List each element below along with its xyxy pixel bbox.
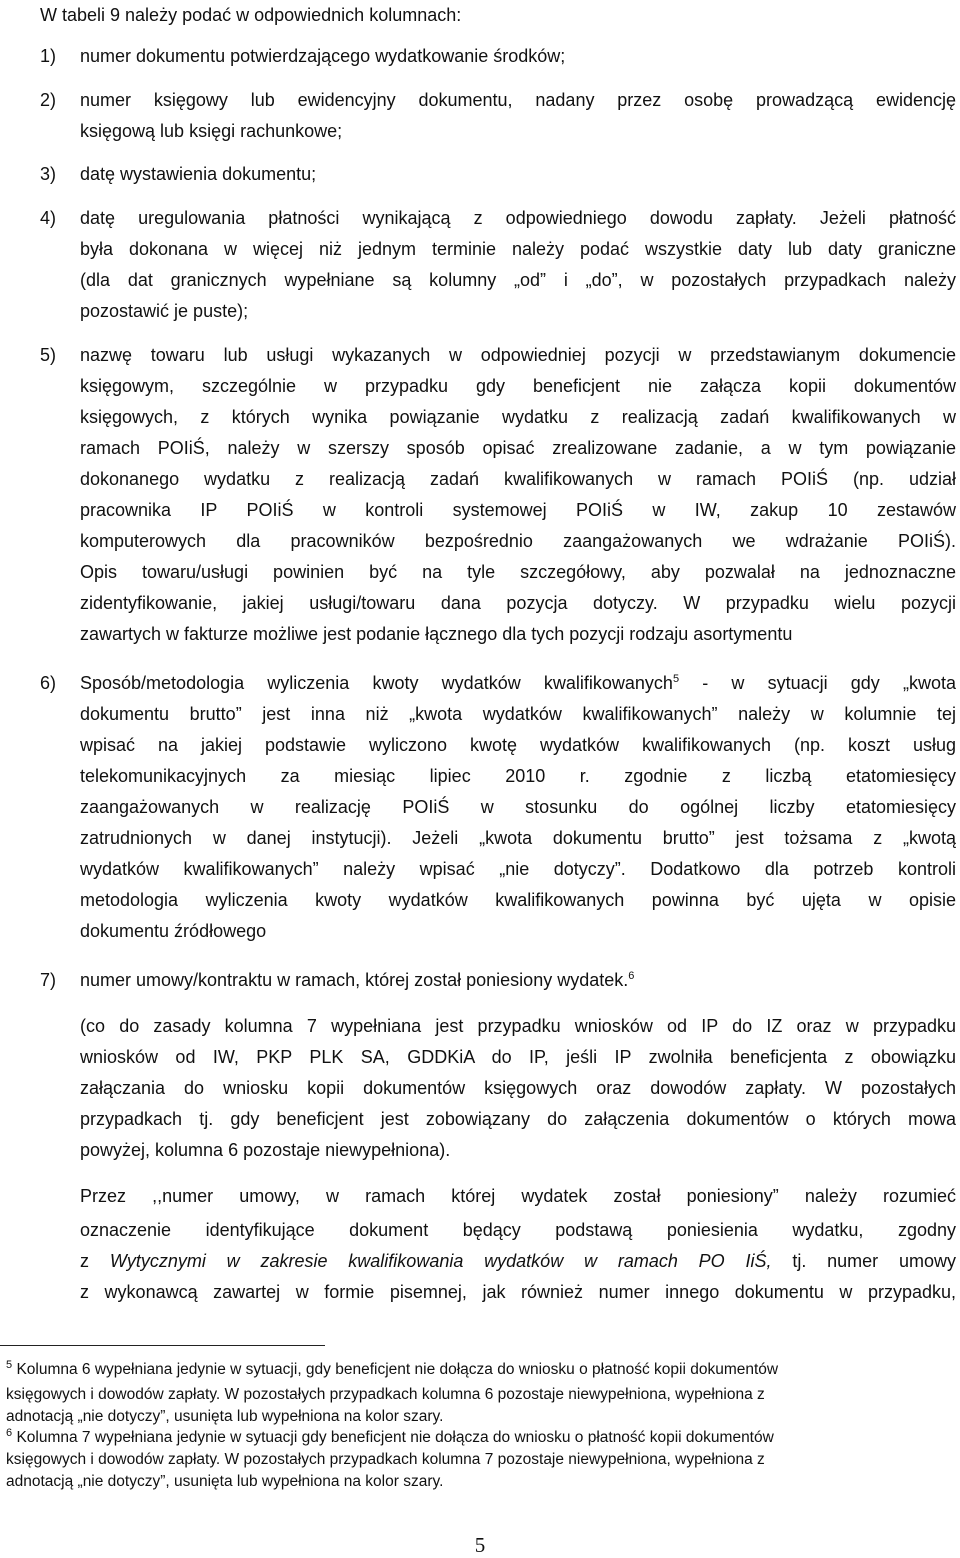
item-text: pracownika IP POIiŚ w kontroli systemowej POIiŚ w IW, zakup 10 zestawów — [80, 500, 956, 520]
page-number: 5 — [474, 1533, 486, 1557]
paragraph-line: z wykonawcą zawartej w formie pisemnej, jak również numer innego dokumentu w przypadku, — [80, 1282, 956, 1302]
paragraph-segment: tj. numer umowy — [771, 1251, 956, 1271]
item-number: 3) — [40, 164, 57, 184]
footnote-line: księgowych i dowodów zapłaty. W pozostałych przypadkach kolumna 7 pozostaje niewypełniona, wypełniona z — [6, 1451, 765, 1468]
guidelines-title: Wytycznymi w zakresie kwalifikowania wydatków w ramach PO IiŚ, — [109, 1251, 772, 1271]
item-text: dokumentu brutto” jest inna niż „kwota wydatków kwalifikowanych” należy w kolumnie tej — [80, 704, 956, 724]
item-text: zawartych w fakturze możliwe jest podanie łącznego dla tych pozycji rodzaju asortymentu — [80, 624, 793, 644]
intro-text: W tabeli 9 należy podać w odpowiednich kolumnach: — [40, 5, 462, 25]
footnote-line: księgowych i dowodów zapłaty. W pozostałych przypadkach kolumna 6 pozostaje niewypełniona, wypełniona z — [6, 1386, 765, 1403]
footnote-line: adnotacją „nie dotyczy”, usunięta lub wypełniona na kolor szary. — [6, 1408, 444, 1425]
item-text: zatrudnionych w danej instytucji). Jeżeli „kwota dokumentu brutto” jest tożsama z „kwotą — [80, 828, 956, 848]
paragraph-line: wniosków od IW, PKP PLK SA, GDDKiA do IP, jeśli IP zwolniła beneficjenta z obowiązku — [80, 1047, 956, 1067]
item-text: Opis towaru/usługi powinien być na tyle szczegółowy, aby pozwalał na jednoznaczne — [80, 562, 956, 582]
item-text: zidentyfikowanie, jakiej usługi/towaru dana pozycja dotyczy. W przypadku wielu pozycji — [80, 593, 956, 613]
item-text: numer dokumentu potwierdzającego wydatkowanie środków; — [80, 46, 566, 66]
footnote-line: adnotacją „nie dotyczy”, usunięta lub wypełniona na kolor szary. — [6, 1473, 444, 1490]
item-number: 2) — [40, 90, 57, 110]
item-text: (dla dat granicznych wypełniane są kolumny „od” i „do”, w pozostałych przypadkach należy — [80, 270, 956, 290]
footnote-ref[interactable]: 5 — [672, 673, 680, 685]
item-text: księgową lub księgi rachunkowe; — [80, 121, 343, 141]
item-text: księgowych, z których wynika powiązanie wydatku z realizacją zadań kwalifikowanych w — [80, 407, 956, 427]
item-text: telekomunikacyjnych za miesiąc lipiec 2010 r. zgodnie z liczbą etatomiesięcy — [80, 766, 956, 786]
item-text: dokumentu źródłowego — [80, 921, 267, 941]
item-text: zaangażowanych w realizację POIiŚ w stosunku do ogólnej liczby etatomiesięcy — [80, 797, 956, 817]
footnote — [6, 1360, 778, 1379]
item-number: 1) — [40, 46, 57, 66]
item-text: pozostawić je puste); — [80, 301, 249, 321]
item-text: datę uregulowania płatności wynikającą z odpowiedniego dowodu zapłaty. Jeżeli płatność — [80, 208, 956, 228]
footnote-ref[interactable]: 6 — [628, 970, 635, 982]
footnote-number: 6 — [6, 1426, 13, 1439]
item-text: ramach POIiŚ, należy w szerszy sposób opisać zrealizowane zadanie, a w tym powiązanie — [80, 438, 956, 458]
footnote-separator — [0, 1345, 325, 1346]
paragraph-line: powyżej, kolumna 6 pozostaje niewypełniona). — [80, 1140, 451, 1160]
item-text: dokonanego wydatku z realizacją zadań kwalifikowanych w ramach POIiŚ (np. udział — [80, 469, 956, 489]
item-text: wpisać na jakiej podstawie wyliczono kwotę wydatków kwalifikowanych (np. koszt usług — [80, 735, 956, 755]
item-text: datę wystawienia dokumentu; — [80, 164, 317, 184]
paragraph-segment: z — [80, 1251, 110, 1271]
paragraph-line: (co do zasady kolumna 7 wypełniana jest przypadku wniosków od IP do IZ oraz w przypadku — [80, 1016, 956, 1036]
item-text: księgowym, szczególnie w przypadku gdy beneficjent nie załącza kopii dokumentów — [80, 376, 956, 396]
item-number: 7) — [40, 970, 57, 990]
item-text: numer księgowy lub ewidencyjny dokumentu, nadany przez osobę prowadzącą ewidencję — [80, 90, 956, 110]
item-number: 5) — [40, 345, 57, 365]
item-text: wydatków kwalifikowanych” należy wpisać „nie dotyczy”. Dodatkowo dla potrzeb kontroli — [80, 859, 956, 879]
item-text-segment: Sposób/metodologia wyliczenia kwoty wydatków kwalifikowanych — [80, 673, 673, 693]
footnote-text: Kolumna 6 wypełniana jedynie w sytuacji, gdy beneficjent nie dołącza do wniosku o płatność kopii dokumentów — [16, 1361, 779, 1378]
paragraph-line — [80, 1246, 956, 1277]
item-text-segment: numer umowy/kontraktu w ramach, której został poniesiony wydatek. — [80, 970, 629, 990]
item-number: 6) — [40, 673, 57, 693]
item-text: komputerowych dla pracowników bezpośrednio zaangażowanych we wdrażanie POIiŚ). — [80, 531, 956, 551]
paragraph-line: przypadkach tj. gdy beneficjent jest zobowiązany do załączenia dokumentów o których mowa — [80, 1109, 956, 1129]
item-text — [80, 965, 956, 996]
item-text — [80, 668, 956, 699]
paragraph-line: Przez ,,numer umowy, w ramach której wydatek został poniesiony” należy rozumieć — [80, 1186, 956, 1206]
item-number: 4) — [40, 208, 57, 228]
paragraph-line: załączania do wniosku kopii dokumentów księgowych oraz dowodów zapłaty. W pozostałych — [80, 1078, 956, 1098]
footnote-number: 5 — [6, 1358, 13, 1371]
item-text: nazwę towaru lub usługi wykazanych w odpowiedniej pozycji w przedstawianym dokumencie — [80, 345, 956, 365]
item-text: była dokonana w więcej niż jednym terminie należy podać wszystkie daty lub daty graniczne — [80, 239, 956, 259]
footnote-text: Kolumna 7 wypełniana jedynie w sytuacji gdy beneficjent nie dołącza do wniosku o płatność kopii dokumentów — [16, 1429, 774, 1446]
item-text: metodologia wyliczenia kwoty wydatków kwalifikowanych powinna być ujęta w opisie — [80, 890, 956, 910]
footnote — [6, 1428, 774, 1447]
paragraph-line: oznaczenie identyfikujące dokument będący podstawą poniesienia wydatku, zgodny — [80, 1220, 956, 1240]
item-text-segment: - w sytuacji gdy „kwota — [679, 673, 956, 693]
